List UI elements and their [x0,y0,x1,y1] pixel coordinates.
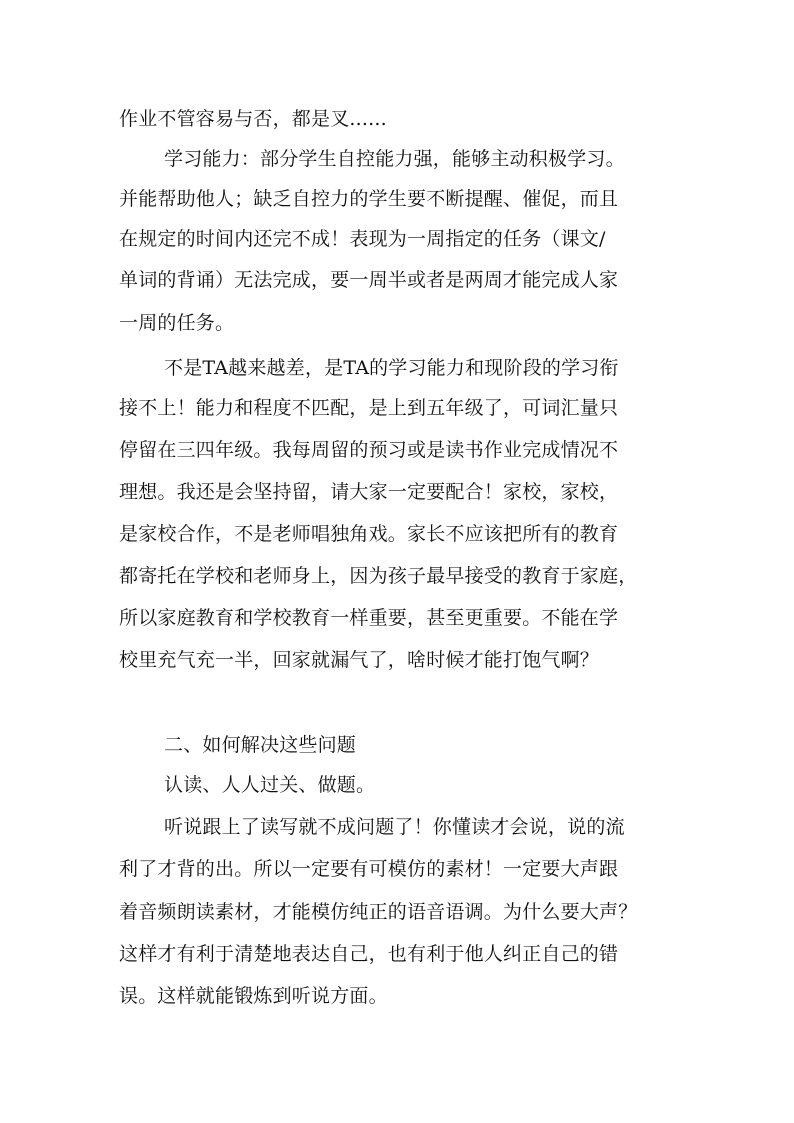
text-line: 所以家庭教育和学校教育一样重要，甚至更重要。不能在学 [119,607,619,629]
text-line: 利了才背的出。所以一定要有可模仿的素材！一定要大声跟 [119,858,619,880]
text-line: 作业不管容易与否，都是叉...... [119,108,387,130]
text-line: 都寄托在学校和老师身上，因为孩子最早接受的教育于家庭， [119,565,638,587]
text-line: 停留在三四年级。我每周留的预习或是读书作业完成情况不 [119,439,619,461]
text-line: 认读、人人过关、做题。 [164,774,376,796]
text-line: 学习能力：部分学生自控能力强，能够主动积极学习。 [164,148,625,170]
text-line: 这样才有利于清楚地表达自己，也有利于他人纠正自己的错 [119,943,619,965]
text-line: 是家校合作，不是老师唱独角戏。家长不应该把所有的教育 [119,523,619,545]
text-line: 着音频朗读素材，才能模仿纯正的语音语调。为什么要大声？ [119,901,638,923]
text-line: 误。这样就能锻炼到听说方面。 [119,985,388,1007]
text-line: 在规定的时间内还完不成！表现为一周指定的任务（课文/ [119,228,606,250]
section-heading: 二、如何解决这些问题 [164,734,357,756]
text-line: 接不上！能力和程度不匹配，是上到五年级了，可词汇量只 [119,397,619,419]
text-line: 听说跟上了读写就不成问题了！你懂读才会说，说的流 [164,816,625,838]
text-line: 单词的背诵）无法完成，要一周半或者是两周才能完成人家 [119,269,619,291]
text-line: 并能帮助他人；缺乏自控力的学生要不断提醒、催促，而且 [119,188,619,210]
text-line: 不是TA越来越差，是TA的学习能力和现阶段的学习衔 [164,357,619,379]
text-line: 理想。我还是会坚持留，请大家一定要配合！家校，家校， [119,481,619,503]
text-line: 校里充气充一半，回家就漏气了，啥时候才能打饱气啊？ [119,649,600,671]
text-line: 一周的任务。 [119,312,235,334]
